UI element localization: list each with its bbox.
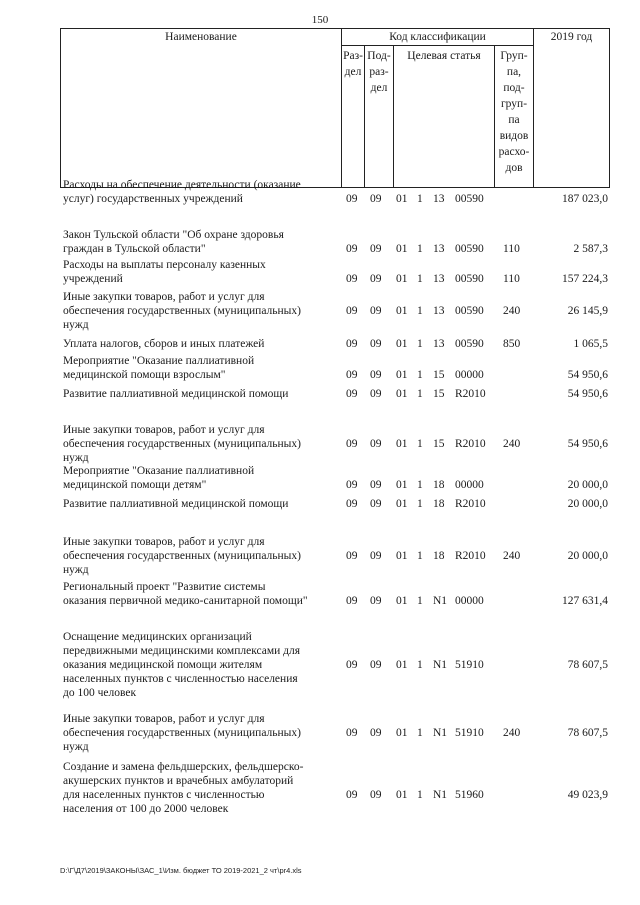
header-group-line: па,	[506, 66, 522, 78]
amount-2019: 127 631,4	[562, 595, 608, 607]
code-razdel: 09	[346, 479, 358, 491]
code-podrazdel: 09	[370, 193, 382, 205]
code-direction: 15	[433, 388, 445, 400]
code-direction: 18	[433, 479, 445, 491]
code-expense: 51960	[455, 789, 484, 801]
row-name-line: Расходы на обеспечение деятельности (оказание	[63, 179, 301, 191]
header-year	[534, 29, 610, 188]
row-name-line: обеспечения государственных (муниципальных)	[63, 550, 301, 562]
code-subprogram: 1	[417, 595, 423, 607]
code-expense: 00590	[455, 305, 484, 317]
header-podrazdel-line: Под-	[367, 50, 391, 62]
row-name-line: Иные закупки товаров, работ и услуг для	[63, 291, 265, 303]
code-direction: 18	[433, 498, 445, 510]
code-razdel: 09	[346, 338, 358, 350]
code-subprogram: 1	[417, 659, 423, 671]
code-subprogram: 1	[417, 369, 423, 381]
header-podrazdel-line: раз-	[369, 66, 389, 78]
row-name-line: Создание и замена фельдшерских, фельдшерско-	[63, 761, 304, 773]
code-razdel: 09	[346, 305, 358, 317]
header-group-line: Груп-	[500, 50, 528, 62]
code-razdel: 09	[346, 659, 358, 671]
code-razdel: 09	[346, 243, 358, 255]
header-group-line: па	[508, 114, 520, 126]
code-podrazdel: 09	[370, 438, 382, 450]
row-name-line: нужд	[63, 741, 89, 753]
row-name-line: Иные закупки товаров, работ и услуг для	[63, 713, 265, 725]
code-expense: 00590	[455, 193, 484, 205]
code-group: 240	[503, 305, 521, 317]
code-expense: 51910	[455, 659, 484, 671]
code-razdel: 09	[346, 369, 358, 381]
code-razdel: 09	[346, 595, 358, 607]
header-group-line: под-	[503, 82, 525, 94]
code-subprogram: 1	[417, 243, 423, 255]
code-razdel: 09	[346, 550, 358, 562]
code-subprogram: 1	[417, 193, 423, 205]
amount-2019: 187 023,0	[562, 193, 608, 205]
code-subprogram: 1	[417, 273, 423, 285]
code-razdel: 09	[346, 498, 358, 510]
row-name-line: Закон Тульской области "Об охране здоровья	[63, 229, 284, 241]
code-group: 850	[503, 338, 521, 350]
amount-2019: 54 950,6	[567, 388, 608, 400]
code-subprogram: 1	[417, 305, 423, 317]
code-program: 01	[396, 193, 408, 205]
row-name	[63, 535, 348, 577]
code-podrazdel: 09	[370, 305, 382, 317]
row-name-line: Иные закупки товаров, работ и услуг для	[63, 424, 265, 436]
code-direction: 13	[433, 338, 445, 350]
header-group-line: видов	[499, 130, 529, 142]
code-expense: R2010	[455, 388, 486, 400]
row-name-line: нужд	[63, 319, 89, 331]
code-expense: R2010	[455, 550, 486, 562]
code-podrazdel: 09	[370, 388, 382, 400]
code-podrazdel: 09	[370, 338, 382, 350]
row-name	[63, 464, 348, 492]
header-group-line: расхо-	[498, 146, 530, 158]
row-name-line: Региональный проект "Развитие системы	[63, 581, 266, 593]
code-subprogram: 1	[417, 338, 423, 350]
code-group: 110	[503, 243, 520, 255]
header-razdel	[342, 46, 365, 188]
header-group-line: дов	[505, 162, 523, 174]
code-podrazdel: 09	[370, 498, 382, 510]
row-name-line: населения от 100 до 2000 человек	[63, 803, 229, 815]
row-name-line: Мероприятие "Оказание паллиативной	[63, 465, 255, 477]
code-direction: 15	[433, 369, 445, 381]
code-expense: R2010	[455, 498, 486, 510]
amount-2019: 54 950,6	[567, 438, 608, 450]
code-razdel: 09	[346, 727, 358, 739]
row-name	[63, 712, 348, 754]
code-expense: 00590	[455, 338, 484, 350]
page-number: 150	[311, 14, 329, 26]
row-name-line: для населенных пунктов с численностью	[63, 789, 265, 801]
code-program: 01	[396, 338, 408, 350]
code-program: 01	[396, 595, 408, 607]
code-program: 01	[396, 727, 408, 739]
amount-2019: 20 000,0	[567, 498, 608, 510]
code-group: 240	[503, 550, 521, 562]
code-direction: 13	[433, 243, 445, 255]
row-name	[63, 290, 348, 332]
amount-2019: 20 000,0	[567, 479, 608, 491]
code-razdel: 09	[346, 273, 358, 285]
row-name	[63, 337, 348, 351]
row-name-line: граждан в Тульской области"	[63, 243, 206, 255]
header-group-line: груп-	[500, 98, 528, 110]
code-subprogram: 1	[417, 498, 423, 510]
code-subprogram: 1	[417, 479, 423, 491]
row-name-line: Развитие паллиативной медицинской помощи	[63, 498, 289, 510]
code-razdel: 09	[346, 789, 358, 801]
row-name-line: передвижными медицинскими комплексами для	[63, 645, 301, 657]
code-program: 01	[396, 550, 408, 562]
row-name-line: Расходы на выплаты персоналу казенных	[63, 259, 266, 271]
row-name-line: медицинской помощи взрослым"	[63, 369, 226, 381]
row-name-line: Уплата налогов, сборов и иных платежей	[63, 338, 265, 350]
code-program: 01	[396, 388, 408, 400]
row-name	[63, 497, 348, 511]
code-podrazdel: 09	[370, 659, 382, 671]
code-podrazdel: 09	[370, 550, 382, 562]
header-podrazdel-line: дел	[370, 82, 388, 94]
code-razdel: 09	[346, 388, 358, 400]
code-direction: N1	[433, 659, 448, 671]
table-header	[60, 28, 610, 188]
row-name-line: оказания первичной медико-санитарной помощи"	[63, 595, 308, 607]
code-podrazdel: 09	[370, 595, 382, 607]
code-subprogram: 1	[417, 438, 423, 450]
code-expense: 00000	[455, 369, 484, 381]
code-podrazdel: 09	[370, 273, 382, 285]
code-expense: 00000	[455, 595, 484, 607]
row-name	[63, 178, 348, 206]
row-name-line: услуг) государственных учреждений	[63, 193, 243, 205]
row-name	[63, 630, 348, 700]
header-name-label: Наименование	[165, 31, 237, 43]
header-razdel-line: Раз-	[343, 50, 363, 62]
code-direction: N1	[433, 595, 448, 607]
row-name-line: обеспечения государственных (муниципальных)	[63, 305, 301, 317]
code-podrazdel: 09	[370, 243, 382, 255]
row-name-line: акушерских пунктов и врачебных амбулаторий	[63, 775, 294, 787]
code-program: 01	[396, 789, 408, 801]
header-target: Целевая статья	[394, 46, 495, 188]
amount-2019: 26 145,9	[567, 305, 608, 317]
code-podrazdel: 09	[370, 789, 382, 801]
code-podrazdel: 09	[370, 727, 382, 739]
row-name-line: Развитие паллиативной медицинской помощи	[63, 388, 289, 400]
code-program: 01	[396, 498, 408, 510]
row-name	[63, 387, 348, 401]
row-name	[63, 354, 348, 382]
code-expense: 00590	[455, 243, 484, 255]
header-razdel-line: дел	[344, 66, 362, 78]
row-name-line: обеспечения государственных (муниципальных)	[63, 438, 301, 450]
row-name	[63, 760, 348, 816]
amount-2019: 78 607,5	[567, 659, 608, 671]
code-program: 01	[396, 305, 408, 317]
row-name-line: медицинской помощи детям"	[63, 479, 207, 491]
header-name	[61, 29, 342, 188]
amount-2019: 20 000,0	[567, 550, 608, 562]
code-razdel: 09	[346, 438, 358, 450]
code-direction: 13	[433, 305, 445, 317]
row-name-line: Мероприятие "Оказание паллиативной	[63, 355, 255, 367]
code-direction: 13	[433, 193, 445, 205]
row-name-line: учреждений	[63, 273, 123, 285]
code-group: 240	[503, 727, 521, 739]
row-name-line: Оснащение медицинских организаций	[63, 631, 252, 643]
amount-2019: 1 065,5	[573, 338, 608, 350]
code-direction: 13	[433, 273, 445, 285]
amount-2019: 54 950,6	[567, 369, 608, 381]
code-program: 01	[396, 659, 408, 671]
code-podrazdel: 09	[370, 479, 382, 491]
code-direction: N1	[433, 789, 448, 801]
row-name-line: обеспечения государственных (муниципальных)	[63, 727, 301, 739]
row-name	[63, 228, 348, 256]
code-program: 01	[396, 438, 408, 450]
row-name	[63, 580, 348, 608]
code-program: 01	[396, 479, 408, 491]
row-name-line: оказания медицинской помощи жителям	[63, 659, 263, 671]
code-program: 01	[396, 243, 408, 255]
code-direction: 15	[433, 438, 445, 450]
code-razdel: 09	[346, 193, 358, 205]
code-podrazdel: 09	[370, 369, 382, 381]
code-program: 01	[396, 273, 408, 285]
footer-file-path: D:\Г\Д7\2019\ЗАКОНЫ\ЗАС_1\Изм. бюджет ТО 2019-2021_2 чт\pr4.xls	[60, 866, 302, 875]
code-expense: 00000	[455, 479, 484, 491]
row-name	[63, 423, 348, 465]
header-year-label: 2019 год	[550, 31, 593, 43]
row-name-line: населенных пунктов с численностью населения	[63, 673, 298, 685]
row-name-line: нужд	[63, 564, 89, 576]
amount-2019: 157 224,3	[562, 273, 608, 285]
code-group: 240	[503, 438, 521, 450]
header-group	[495, 46, 534, 188]
code-group: 110	[503, 273, 520, 285]
row-name-line: Иные закупки товаров, работ и услуг для	[63, 536, 265, 548]
row-name	[63, 258, 348, 286]
code-program: 01	[396, 369, 408, 381]
row-name-line: до 100 человек	[63, 687, 137, 699]
code-direction: 18	[433, 550, 445, 562]
code-expense: 51910	[455, 727, 484, 739]
code-direction: N1	[433, 727, 448, 739]
amount-2019: 2 587,3	[573, 243, 608, 255]
amount-2019: 49 023,9	[567, 789, 608, 801]
code-subprogram: 1	[417, 388, 423, 400]
code-subprogram: 1	[417, 727, 423, 739]
code-subprogram: 1	[417, 550, 423, 562]
header-podrazdel	[365, 46, 394, 188]
header-code-group: Код классификации	[342, 29, 534, 46]
row-name-line: нужд	[63, 452, 89, 464]
code-subprogram: 1	[417, 789, 423, 801]
code-expense: R2010	[455, 438, 486, 450]
code-expense: 00590	[455, 273, 484, 285]
amount-2019: 78 607,5	[567, 727, 608, 739]
